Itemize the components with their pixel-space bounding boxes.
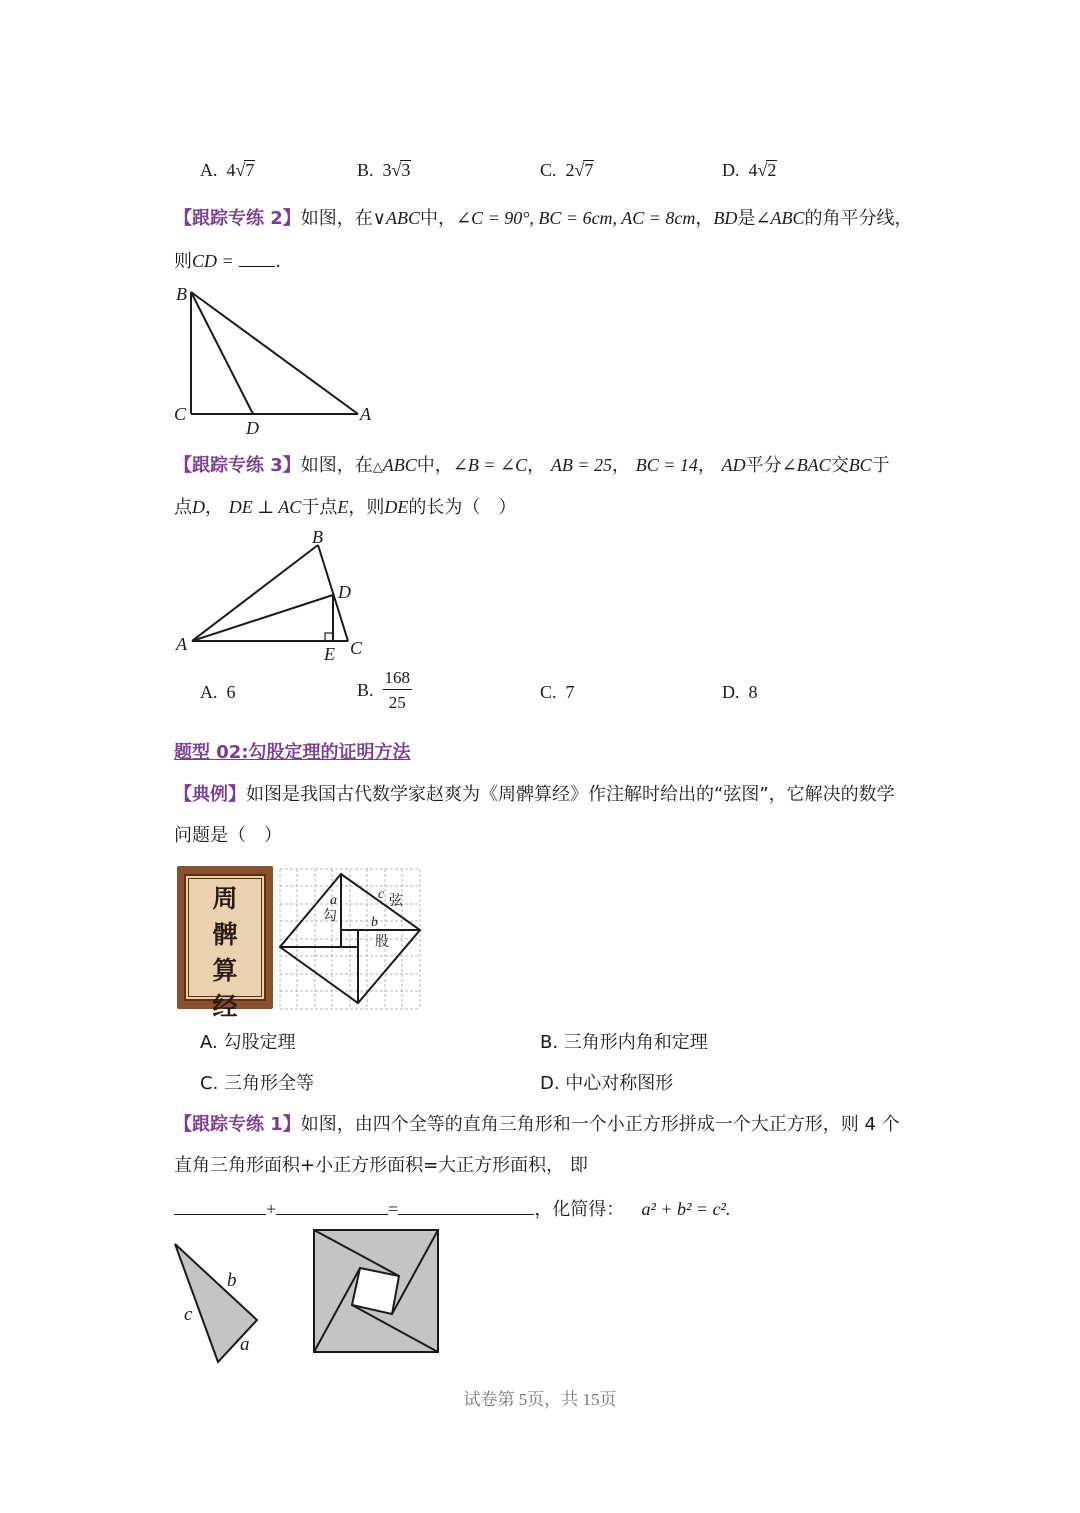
math: BD: [713, 208, 738, 228]
vertex-label-b: B: [176, 284, 187, 304]
label-gou: 勾: [323, 908, 337, 924]
ex3-option-d: [722, 682, 758, 703]
book-title-char: 周: [212, 884, 238, 913]
figure-triangle-abc-isosceles: [168, 524, 378, 668]
text: ，化简得：: [534, 1199, 625, 1220]
option-fraction: [383, 667, 413, 714]
exercise-tag: 【跟踪专练 3】: [174, 455, 301, 476]
segment-ad: [192, 595, 333, 641]
book-title-char: 算: [212, 956, 238, 985]
answer-blank: [174, 1196, 266, 1215]
section-heading: 题型 02:勾股定理的证明方法: [174, 742, 411, 763]
vertex-label-a: A: [176, 634, 187, 654]
math: ∠BAC: [781, 455, 831, 475]
label-a: a: [240, 1334, 250, 1355]
example-option-b: B. 三角形内角和定理: [540, 1032, 708, 1053]
book-label: [184, 874, 266, 1021]
exercise-1-line-2: 直角三角形面积+小正方形面积=大正方形面积， 即: [174, 1155, 588, 1176]
ex3-option-c: [540, 682, 575, 703]
math: ∠ABC: [755, 208, 805, 228]
label-gu: 股: [375, 934, 389, 950]
text: 于: [871, 455, 890, 476]
option-radicand: 7: [245, 160, 255, 180]
figure-triangle-bcd: [168, 280, 388, 440]
text: 平分: [745, 455, 782, 476]
math-condition: ∠C = 90°, BC = 6cm, AC = 8cm: [455, 208, 696, 228]
page-footer: 试卷第 5页，共 15页: [463, 1390, 617, 1409]
option-radicand: 7: [584, 160, 594, 180]
text: ，: [695, 208, 714, 229]
exercise-1-line-1: [174, 1113, 900, 1137]
math: CD =: [192, 251, 234, 271]
right-angle-mark: [325, 633, 333, 641]
option-label: C.: [540, 682, 557, 702]
text: 点: [174, 497, 192, 518]
option-label: B.: [357, 680, 374, 700]
text: 中，: [416, 455, 453, 476]
label-c: c: [184, 1304, 193, 1325]
vertex-label-a: A: [360, 404, 371, 424]
text: 是: [737, 208, 756, 229]
exercise-2-line-1: [174, 206, 912, 231]
book-title-char: 髀: [212, 920, 238, 949]
fraction-denominator: 25: [388, 693, 406, 712]
math: ∠B = ∠C: [452, 455, 528, 475]
option-a: A. 4√7: [200, 160, 255, 180]
answer-blank: [398, 1196, 534, 1215]
text: 于点: [301, 497, 338, 518]
option-d: D. 4√2: [722, 160, 777, 180]
xian-diagram: [278, 867, 424, 1011]
label-b: b: [227, 1270, 237, 1291]
vertex-label-d: D: [246, 418, 259, 438]
math: DE: [384, 497, 409, 517]
text: 如图，在: [300, 208, 373, 229]
option-label: A.: [200, 160, 218, 180]
text: ，则: [348, 497, 385, 518]
text: 的角平分线，: [804, 208, 913, 229]
triangle-symbol: ∨: [372, 208, 386, 228]
segment-ba: [191, 292, 358, 414]
text: 中，: [419, 208, 456, 229]
text: 交: [830, 455, 849, 476]
small-square: [352, 1268, 399, 1314]
option-coef: 4: [226, 160, 236, 180]
segment-bd: [191, 292, 253, 414]
option-radicand: 2: [767, 160, 777, 180]
option-label: A.: [200, 682, 218, 702]
triangle-symbol: △: [372, 459, 383, 474]
fraction-numerator: 168: [383, 667, 413, 690]
example-option-c: C. 三角形全等: [200, 1073, 315, 1094]
right-triangle-figure: [168, 1238, 268, 1368]
label-xian: 弦: [389, 893, 403, 909]
big-square-figure: [312, 1228, 440, 1354]
text: 如图是我国古代数学家赵爽为《周髀算经》作注解时给出的“弦图”，它解决的数学: [246, 784, 895, 805]
answer-blank: [276, 1196, 388, 1215]
exercise-3-line-1: 【跟踪专练 3】如图，在△ABC中，∠B = ∠C， AB = 25， BC = 14， AD平分∠BAC交BC于: [174, 455, 890, 476]
option-label: D.: [722, 682, 740, 702]
math: E: [337, 497, 349, 517]
option-label: D.: [722, 160, 740, 180]
option-label: C.: [540, 160, 557, 180]
option-radicand: 3: [401, 160, 411, 180]
math: D: [192, 497, 205, 517]
text: 的长为（ ）: [408, 497, 517, 518]
segment-ab: [192, 545, 318, 641]
math: BC = 14: [635, 455, 698, 475]
equals-sign: =: [388, 1199, 399, 1219]
vertex-label-e: E: [324, 644, 335, 664]
ex3-option-a: [200, 682, 236, 703]
book-title-char: 经: [212, 992, 238, 1021]
text: .: [275, 251, 282, 272]
ex3-option-b: [357, 667, 412, 714]
math: AD: [721, 455, 746, 475]
answer-blank: [239, 248, 275, 267]
option-coef: 2: [565, 160, 575, 180]
option-coef: 4: [748, 160, 758, 180]
math: AB = 25: [550, 455, 612, 475]
math: DE ⊥ AC: [228, 497, 302, 517]
exercise-tag: 【跟踪专练 1】: [174, 1114, 301, 1135]
math: ABC: [385, 208, 420, 228]
example-line-1: [174, 783, 895, 807]
label-a: a: [330, 893, 337, 908]
label-c: c: [378, 887, 385, 902]
plus-sign: +: [266, 1199, 277, 1219]
option-c: C. 2√7: [540, 160, 594, 180]
formula: a² + b² = c².: [641, 1199, 731, 1219]
label-b: b: [371, 915, 378, 930]
option-value: 6: [226, 682, 236, 702]
option-b: B. 3√3: [357, 160, 411, 180]
example-option-a: A. 勾股定理: [200, 1032, 296, 1053]
example-line-2: 问题是（ ）: [174, 825, 282, 846]
text: 则: [174, 251, 192, 272]
vertex-label-c: C: [350, 638, 363, 658]
text: 如图，在: [300, 455, 373, 476]
exercise-3-line-2: 点D， DE ⊥ AC于点E，则DE的长为（ ）: [174, 497, 517, 518]
vertex-label-d: D: [338, 582, 351, 602]
text: 如图，由四个全等的直角三角形和一个小正方形拼成一个大正方形，则 4 个: [300, 1114, 900, 1135]
vertex-label-c: C: [174, 404, 187, 424]
exercise-tag: 【跟踪专练 2】: [174, 208, 301, 229]
option-value: 8: [748, 682, 758, 702]
math: ABC: [382, 455, 417, 475]
exercise-1-line-3: [174, 1196, 730, 1222]
option-coef: 3: [382, 160, 392, 180]
math: BC: [848, 455, 872, 475]
option-value: 7: [565, 682, 575, 702]
example-option-d: D. 中心对称图形: [540, 1073, 674, 1094]
book-cover-image: [177, 866, 273, 1021]
example-tag: 【典例】: [174, 784, 246, 805]
exercise-2-line-2: [174, 248, 281, 274]
option-label: B.: [357, 160, 374, 180]
vertex-label-b: B: [312, 527, 323, 547]
